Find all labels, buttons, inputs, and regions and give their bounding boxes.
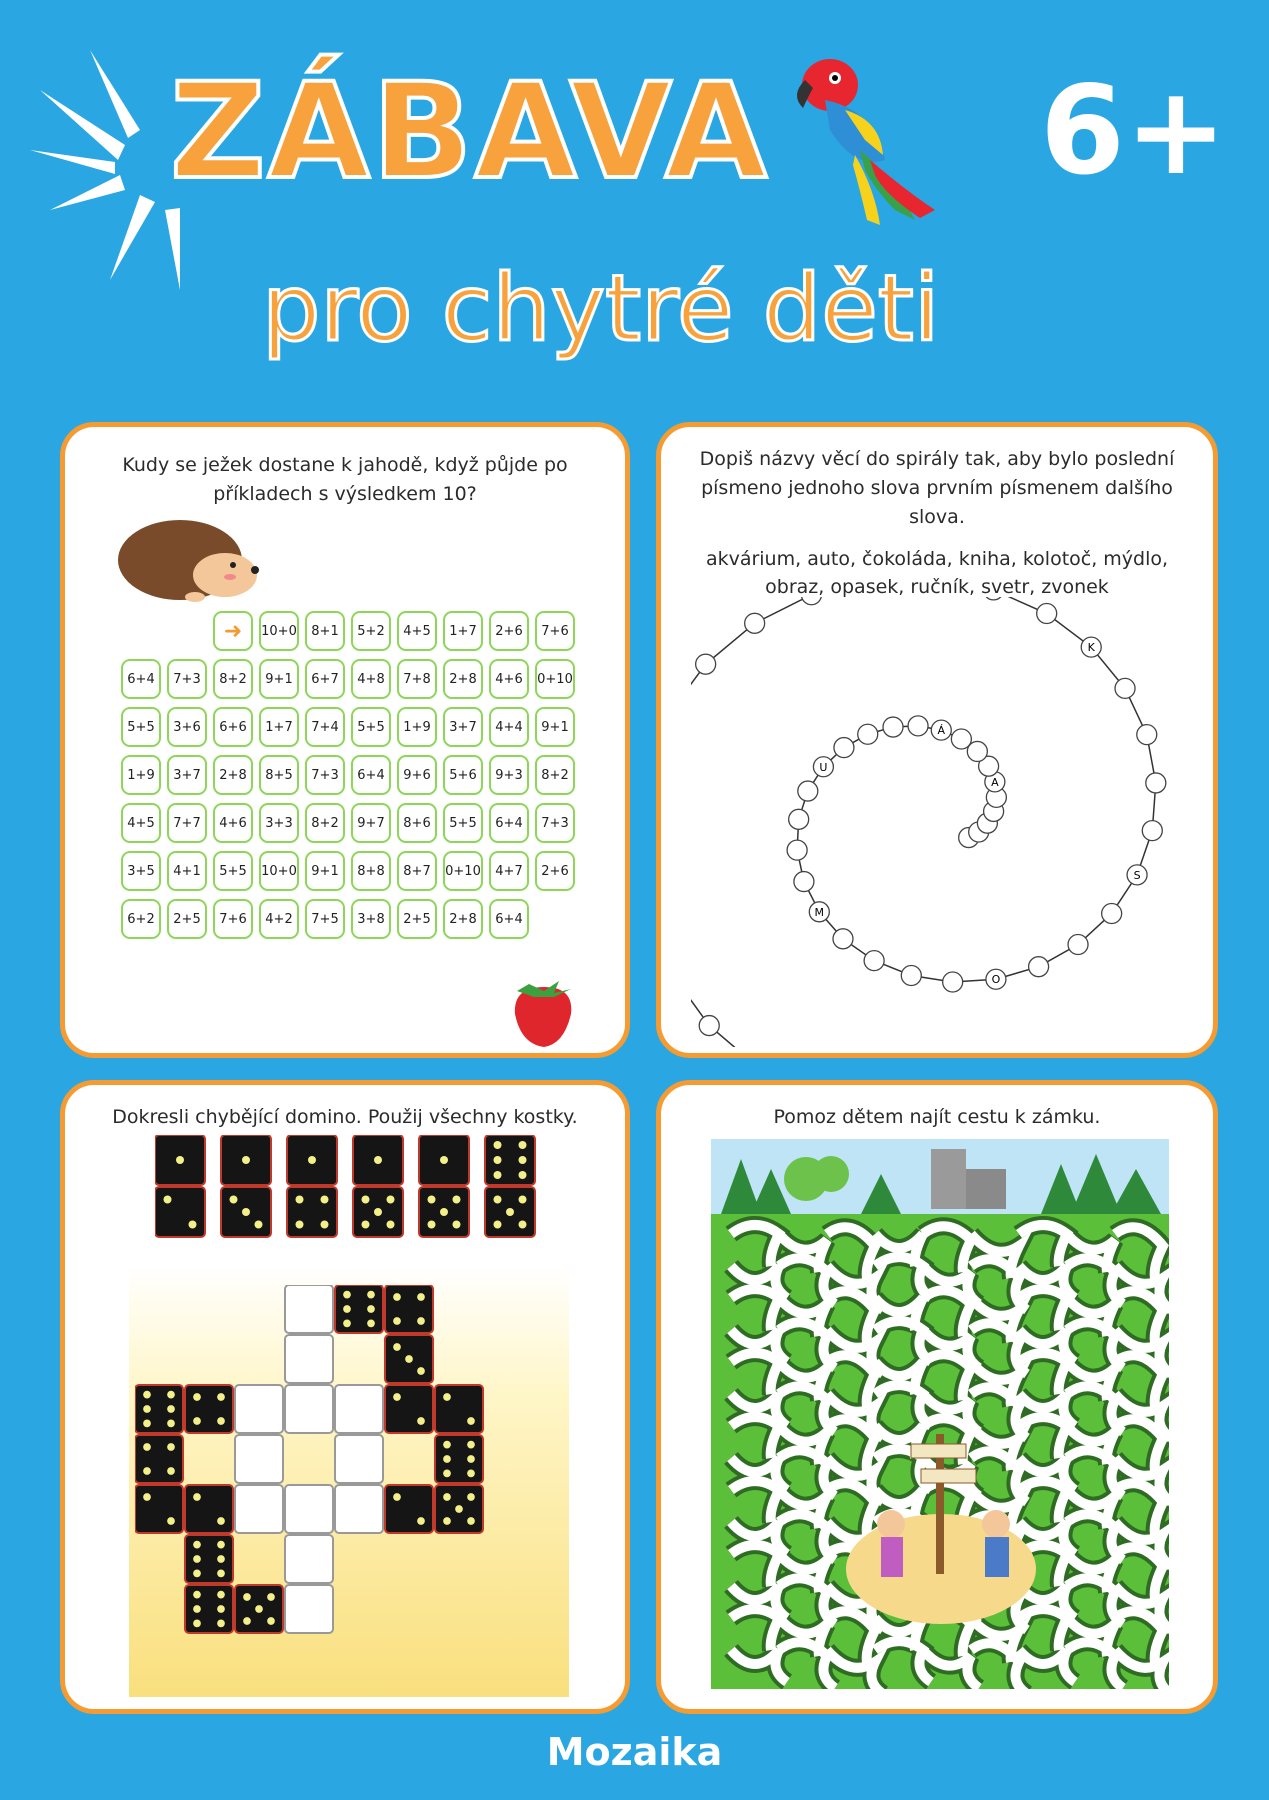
domino-half	[185, 1485, 233, 1533]
domino-pip	[193, 1493, 201, 1501]
domino-pip	[217, 1605, 225, 1613]
domino-pip	[167, 1405, 175, 1413]
domino-pip	[217, 1555, 225, 1563]
grid-cell: 7+6	[535, 611, 575, 651]
spiral-letter-circle	[951, 729, 971, 749]
spiral-question: Dopiš názvy věcí do spirály tak, aby bylo poslední písmeno jednoho slova prvním písmenem dalšího slova.	[699, 448, 1175, 528]
domino-pip	[217, 1417, 225, 1425]
domino-pip	[189, 1221, 197, 1229]
title-main: ZÁBAVA	[170, 55, 770, 209]
domino-pip	[506, 1208, 514, 1216]
domino-pip	[417, 1517, 425, 1525]
domino-puzzle-panel	[60, 1080, 630, 1714]
castle-maze-panel	[656, 1080, 1218, 1714]
grid-cell: 7+6	[213, 899, 253, 939]
domino-pip	[217, 1570, 225, 1578]
empty-domino-slot	[235, 1385, 283, 1433]
grid-cell: 4+4	[489, 707, 529, 747]
empty-domino-slot	[285, 1535, 333, 1583]
grid-cell: 5+5	[351, 707, 391, 747]
grid-cell: 7+3	[535, 803, 575, 843]
domino-pip	[217, 1393, 225, 1401]
arrow-right-icon: ➜	[223, 618, 243, 644]
domino-half	[385, 1485, 433, 1533]
domino-pip	[242, 1156, 250, 1164]
title-subtitle: pro chytré děti	[262, 255, 940, 362]
grid-cell: 3+6	[167, 707, 207, 747]
grid-cell: 10+0	[259, 851, 299, 891]
spiral-letter: O	[991, 973, 1001, 987]
domino-pip	[467, 1470, 475, 1478]
domino-pip	[467, 1441, 475, 1449]
spiral-letter-circle	[696, 654, 716, 674]
domino-half	[435, 1385, 483, 1433]
spiral-letter-circle	[1115, 678, 1135, 698]
domino-pip	[362, 1196, 370, 1204]
domino-pip	[167, 1420, 175, 1428]
domino-pip	[494, 1196, 502, 1204]
domino-board	[135, 1285, 555, 1695]
grid-cell: 9+1	[305, 851, 345, 891]
hedgehog-puzzle-panel	[60, 422, 630, 1058]
grid-cell: 3+7	[167, 755, 207, 795]
spiral-letter-circle	[864, 951, 884, 971]
spiral-letter-circle	[699, 1016, 719, 1036]
grid-cell: 0+10	[443, 851, 483, 891]
domino-pip	[255, 1605, 263, 1613]
spiral-letter-circle	[1146, 773, 1166, 793]
domino-half	[385, 1285, 433, 1333]
domino-pip	[417, 1293, 425, 1301]
domino-pip	[443, 1441, 451, 1449]
grid-cell: 6+4	[121, 659, 161, 699]
domino-pip	[443, 1517, 451, 1525]
spiral-letter-circle	[745, 613, 765, 633]
grid-cell: 9+6	[397, 755, 437, 795]
domino-pip	[393, 1293, 401, 1301]
domino-pip	[440, 1208, 448, 1216]
spiral-letter-circle	[798, 781, 818, 801]
domino-pip	[164, 1196, 172, 1204]
domino-pip	[367, 1291, 375, 1299]
domino-pip	[494, 1171, 502, 1179]
domino-pip	[443, 1455, 451, 1463]
domino-pip	[417, 1367, 425, 1375]
domino-half	[135, 1485, 183, 1533]
grid-cell: 5+5	[121, 707, 161, 747]
domino-half	[185, 1385, 233, 1433]
domino-half	[435, 1435, 483, 1483]
spiral-letter: S	[1133, 868, 1141, 882]
domino-pip	[494, 1141, 502, 1149]
domino-pip	[367, 1305, 375, 1313]
domino-pip	[387, 1221, 395, 1229]
domino-pip	[167, 1443, 175, 1451]
domino-pip	[143, 1405, 151, 1413]
domino-pip	[362, 1221, 370, 1229]
domino-pip	[393, 1317, 401, 1325]
grid-cell: 2+5	[397, 899, 437, 939]
grid-cell: 6+4	[489, 899, 529, 939]
domino-pip	[217, 1541, 225, 1549]
domino-pip	[405, 1355, 413, 1363]
spiral-word-list: akvárium, auto, čokoláda, kniha, kolotoč, mýdlo, obraz, opasek, ručník, svetr, zvonek	[705, 548, 1169, 598]
grid-cell: 9+7	[351, 803, 391, 843]
spiral-letter: M	[814, 905, 825, 919]
domino-pip	[387, 1196, 395, 1204]
domino-pip	[193, 1417, 201, 1425]
spiral-letter-circle	[901, 965, 921, 985]
grid-cell: 9+1	[535, 707, 575, 747]
domino-pip	[417, 1317, 425, 1325]
domino-pip	[519, 1196, 527, 1204]
grid-cell: 4+8	[351, 659, 391, 699]
grid-cell: 8+2	[305, 803, 345, 843]
domino-pip	[217, 1517, 225, 1525]
hedgehog-question: Kudy se ježek dostane k jahodě, když půjde po příkladech s výsledkem 10?	[122, 454, 568, 505]
domino-pip	[321, 1196, 329, 1204]
domino-half	[135, 1385, 183, 1433]
grid-cell: 8+5	[259, 755, 299, 795]
domino-pip	[321, 1221, 329, 1229]
grid-cell: 2+8	[213, 755, 253, 795]
grid-cell: 7+4	[305, 707, 345, 747]
empty-domino-slot	[285, 1335, 333, 1383]
grid-cell: 3+5	[121, 851, 161, 891]
domino-pip	[494, 1221, 502, 1229]
domino-pip	[519, 1141, 527, 1149]
spiral-letter: U	[819, 760, 828, 774]
grid-cell: 4+2	[259, 899, 299, 939]
spiral-letter-circle	[1137, 725, 1157, 745]
spiral-letter: Á	[937, 724, 946, 738]
empty-domino-slot	[285, 1585, 333, 1633]
grid-cell: 9+1	[259, 659, 299, 699]
empty-domino-slot	[335, 1385, 383, 1433]
spiral-letter-circle	[789, 809, 809, 829]
spiral-letter-circle	[858, 724, 878, 744]
grid-cell: 2+8	[443, 659, 483, 699]
domino-pip	[193, 1393, 201, 1401]
grid-cell: 1+7	[443, 611, 483, 651]
empty-domino-slot	[285, 1485, 333, 1533]
grid-cell: 0+10	[535, 659, 575, 699]
grid-cell: 4+7	[489, 851, 529, 891]
domino-pip	[267, 1617, 275, 1625]
domino-pip	[343, 1320, 351, 1328]
domino-pip	[455, 1505, 463, 1513]
domino-pip	[217, 1591, 225, 1599]
domino-pip	[243, 1617, 251, 1625]
domino-half	[185, 1535, 233, 1583]
grid-cell: 8+2	[535, 755, 575, 795]
grid-cell: 4+6	[213, 803, 253, 843]
empty-domino-slot	[335, 1485, 383, 1533]
grid-cell: 8+6	[397, 803, 437, 843]
spiral-letter-circle	[1037, 604, 1057, 624]
grid-cell: 7+3	[167, 659, 207, 699]
domino-pip	[367, 1320, 375, 1328]
grid-cell: 8+7	[397, 851, 437, 891]
domino-pip	[193, 1570, 201, 1578]
grid-cell: 6+7	[305, 659, 345, 699]
parrot-illustration	[785, 40, 945, 230]
grid-cell: 3+7	[443, 707, 483, 747]
domino-pip	[343, 1291, 351, 1299]
grid-cell: 1+9	[397, 707, 437, 747]
domino-pip	[467, 1455, 475, 1463]
domino-pip	[453, 1196, 461, 1204]
domino-pip	[428, 1221, 436, 1229]
domino-set	[155, 1135, 555, 1245]
domino-half	[485, 1135, 535, 1185]
grid-cell: 9+3	[489, 755, 529, 795]
age-badge: 6+	[1040, 60, 1228, 202]
grid-cell: 6+4	[489, 803, 529, 843]
domino-pip	[374, 1156, 382, 1164]
domino-pip	[443, 1393, 451, 1401]
domino-pip	[193, 1591, 201, 1599]
domino-pip	[143, 1467, 151, 1475]
domino-pip	[467, 1417, 475, 1425]
domino-pip	[193, 1620, 201, 1628]
domino-pip	[374, 1208, 382, 1216]
grid-cell: 8+8	[351, 851, 391, 891]
domino-pip	[193, 1541, 201, 1549]
domino-pip	[296, 1221, 304, 1229]
domino-pip	[267, 1593, 275, 1601]
grid-cell: 10+0	[259, 611, 299, 651]
spiral-letter-circle	[984, 597, 1004, 600]
empty-domino-slot	[285, 1285, 333, 1333]
spiral-letter: K	[1087, 641, 1095, 655]
grid-cell: 5+2	[351, 611, 391, 651]
domino-pip	[393, 1343, 401, 1351]
domino-pip	[443, 1493, 451, 1501]
empty-domino-slot	[285, 1385, 333, 1433]
domino-half	[135, 1435, 183, 1483]
spiral-letter-circle	[943, 972, 963, 992]
spiral-letter-circle	[787, 840, 807, 860]
domino-pip	[519, 1221, 527, 1229]
grid-cell: 1+9	[121, 755, 161, 795]
domino-half	[287, 1187, 337, 1237]
domino-pip	[143, 1493, 151, 1501]
domino-pip	[230, 1196, 238, 1204]
grid-cell: 4+6	[489, 659, 529, 699]
grid-cell: 6+6	[213, 707, 253, 747]
domino-pip	[193, 1605, 201, 1613]
grid-cell: 2+6	[489, 611, 529, 651]
domino-pip	[296, 1196, 304, 1204]
domino-pip	[143, 1420, 151, 1428]
domino-pip	[217, 1620, 225, 1628]
spiral-letter-circle	[834, 738, 854, 758]
grid-cell: 7+8	[397, 659, 437, 699]
domino-pip	[167, 1517, 175, 1525]
spiral-letter: A	[991, 775, 999, 789]
spiral-letter-circle	[801, 597, 821, 605]
domino-pip	[167, 1467, 175, 1475]
domino-pip	[255, 1221, 263, 1229]
spiral-diagram	[691, 597, 1191, 1047]
domino-pip	[243, 1593, 251, 1601]
empty-domino-slot	[235, 1485, 283, 1533]
spiral-letter-circle	[1142, 821, 1162, 841]
domino-pip	[308, 1156, 316, 1164]
domino-question: Dokresli chybějící domino. Použij všechny kostky.	[112, 1106, 578, 1128]
domino-pip	[193, 1555, 201, 1563]
domino-pip	[440, 1156, 448, 1164]
domino-pip	[143, 1391, 151, 1399]
domino-pip	[453, 1221, 461, 1229]
grid-cell: 4+5	[121, 803, 161, 843]
grid-cell: 7+5	[305, 899, 345, 939]
grid-cell: 1+7	[259, 707, 299, 747]
spiral-letter-circle	[1029, 957, 1049, 977]
domino-pip	[343, 1305, 351, 1313]
spiral-letter-circle	[883, 717, 903, 737]
start-arrow-cell	[213, 611, 253, 651]
grid-cell: 5+6	[443, 755, 483, 795]
spiral-letter-circle	[794, 872, 814, 892]
grid-cell: 7+7	[167, 803, 207, 843]
empty-domino-slot	[235, 1435, 283, 1483]
grid-cell: 8+1	[305, 611, 345, 651]
grid-cell: 2+6	[535, 851, 575, 891]
spiral-letter-circle	[1102, 903, 1122, 923]
grid-cell: 6+4	[351, 755, 391, 795]
grid-cell: 8+2	[213, 659, 253, 699]
domino-pip	[443, 1470, 451, 1478]
domino-pip	[417, 1417, 425, 1425]
maze-question: Pomoz dětem najít cestu k zámku.	[773, 1106, 1101, 1128]
maze-illustration	[711, 1139, 1169, 1689]
domino-pip	[494, 1156, 502, 1164]
spiral-letter-circle	[1068, 935, 1088, 955]
grid-cell: 6+2	[121, 899, 161, 939]
domino-pip	[519, 1171, 527, 1179]
grid-cell: 5+5	[213, 851, 253, 891]
grid-cell: 4+5	[397, 611, 437, 651]
domino-pip	[176, 1156, 184, 1164]
spiral-letter-circle	[833, 929, 853, 949]
domino-half	[335, 1285, 383, 1333]
domino-pip	[467, 1517, 475, 1525]
domino-half	[185, 1585, 233, 1633]
spiral-line	[691, 597, 1191, 1047]
domino-pip	[143, 1443, 151, 1451]
domino-pip	[467, 1493, 475, 1501]
grid-cell: 2+8	[443, 899, 483, 939]
domino-pip	[393, 1493, 401, 1501]
domino-pip	[519, 1156, 527, 1164]
spiral-letter-circle	[908, 716, 928, 736]
grid-cell: 7+3	[305, 755, 345, 795]
grid-cell: 4+1	[167, 851, 207, 891]
domino-half	[155, 1187, 205, 1237]
strawberry-icon	[509, 969, 579, 1049]
grid-cell: 3+3	[259, 803, 299, 843]
grid-cell: 2+5	[167, 899, 207, 939]
grid-cell: 5+5	[443, 803, 483, 843]
hedgehog-illustration	[115, 515, 265, 605]
domino-pip	[167, 1391, 175, 1399]
domino-pip	[242, 1208, 250, 1216]
domino-pip	[428, 1196, 436, 1204]
domino-half	[385, 1385, 433, 1433]
spiral-puzzle-panel	[656, 422, 1218, 1058]
domino-pip	[393, 1393, 401, 1401]
publisher-logo: Mozaika	[546, 1730, 723, 1774]
empty-domino-slot	[335, 1435, 383, 1483]
grid-cell: 3+8	[351, 899, 391, 939]
